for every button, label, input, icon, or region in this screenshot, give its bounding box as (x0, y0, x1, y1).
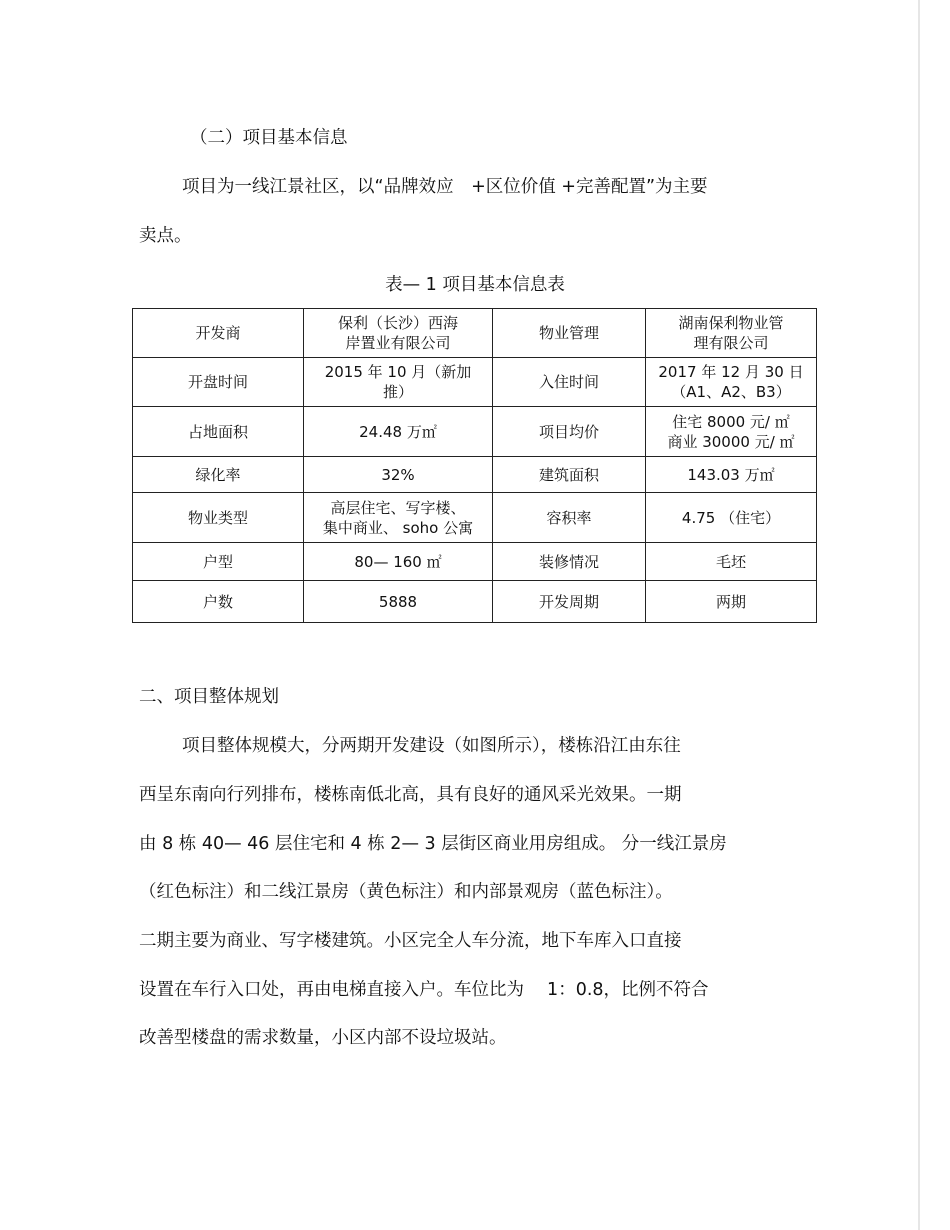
plan-paragraph-line: 由 8 栋 40— 46 层住宅和 4 栋 2— 3 层街区商业用房组成。 分一线江景房 (139, 834, 727, 854)
cell-text-line: 占地面积 (187, 422, 248, 441)
plan-paragraph-line: 改善型楼盘的需求数量，小区内部不设垃圾站。 (139, 1028, 507, 1048)
cell-text-line: 143.03 万㎡ (687, 465, 775, 484)
cell-text-line: 2017 年 12 月 30 日 (658, 363, 804, 381)
cell-text-line: 项目均价 (538, 422, 599, 441)
cell-text-line: 装修情况 (538, 552, 599, 571)
table-label-cell (493, 493, 646, 543)
table-row (133, 581, 817, 623)
cell-text-line: 24.48 万㎡ (359, 422, 437, 441)
project-info-table (132, 308, 817, 623)
table-value-cell (304, 493, 493, 543)
table-value-cell (304, 407, 493, 457)
table-value-cell (304, 581, 493, 623)
cell-text-line: 开发周期 (538, 592, 599, 611)
cell-text-line: 集中商业、 soho 公寓 (322, 518, 474, 537)
cell-text-line: 高层住宅、写字楼、 (330, 498, 466, 517)
intro-paragraph-line: 项目为一线江景社区，以“品牌效应 +区位价值 +完善配置”为主要 (182, 177, 708, 197)
table-label-cell (493, 407, 646, 457)
cell-text-line: （A1、A2、B3） (671, 383, 791, 401)
table-row (133, 309, 817, 358)
cell-text-line: 户型 (202, 552, 233, 571)
table-label-cell (133, 543, 304, 581)
cell-text-line: 户数 (202, 592, 233, 611)
cell-text-line: 推） (382, 383, 413, 401)
cell-text-line: 开发商 (195, 324, 241, 342)
cell-text-line: 入住时间 (538, 373, 599, 391)
table-label-cell (493, 581, 646, 623)
section-heading: （二）项目基本信息 (190, 128, 348, 148)
table-value-cell (646, 407, 817, 457)
cell-text-line: 物业管理 (538, 324, 599, 342)
plan-paragraph-line: 项目整体规模大，分两期开发建设（如图所示），楼栋沿江由东往 (182, 736, 681, 756)
section-heading: 二、项目整体规划 (139, 687, 279, 707)
cell-text-line: 住宅 8000 元/ ㎡ (672, 412, 790, 431)
table-row (133, 493, 817, 543)
table-value-cell (304, 543, 493, 581)
cell-text-line: 毛坯 (715, 552, 746, 571)
cell-text-line: 岸置业有限公司 (345, 334, 451, 352)
table-value-cell (646, 358, 817, 407)
table-row (133, 358, 817, 407)
table-caption: 表— 1 项目基本信息表 (385, 275, 565, 295)
table-label-cell (133, 457, 304, 493)
table-value-cell (646, 493, 817, 543)
table-label-cell (133, 309, 304, 358)
cell-text-line: 物业类型 (187, 508, 248, 527)
table-label-cell (493, 457, 646, 493)
cell-text-line: 保利（长沙）西海 (337, 314, 458, 332)
cell-text-line: 绿化率 (195, 465, 241, 484)
plan-paragraph-line: 设置在车行入口处，再由电梯直接入户。车位比为 1：0.8，比例不符合 (139, 980, 709, 1000)
cell-text-line: 容积率 (546, 508, 592, 527)
table-label-cell (133, 358, 304, 407)
table-value-cell (304, 309, 493, 358)
table-value-cell (304, 457, 493, 493)
table-value-cell (646, 581, 817, 623)
table-value-cell (646, 457, 817, 493)
cell-text-line: 商业 30000 元/ ㎡ (667, 432, 795, 451)
cell-text-line: 两期 (715, 592, 746, 611)
plan-paragraph-line: （红色标注）和二线江景房（黄色标注）和内部景观房（蓝色标注）。 (139, 882, 673, 902)
page-edge (918, 0, 920, 1230)
table-label-cell (133, 407, 304, 457)
cell-text-line: 2015 年 10 月（新加 (324, 363, 472, 381)
table-label-cell (493, 543, 646, 581)
table-label-cell (133, 581, 304, 623)
table-label-cell (493, 358, 646, 407)
cell-text-line: 80— 160 ㎡ (354, 552, 442, 571)
cell-text-line: 32% (381, 465, 415, 484)
table-value-cell (304, 358, 493, 407)
intro-paragraph-line: 卖点。 (139, 226, 192, 246)
plan-paragraph-line: 二期主要为商业、写字楼建筑。小区完全人车分流，地下车库入口直接 (139, 931, 682, 951)
cell-text-line: 理有限公司 (693, 334, 769, 352)
cell-text-line: 建筑面积 (538, 465, 599, 484)
table-value-cell (646, 309, 817, 358)
table-row (133, 407, 817, 457)
table-value-cell (646, 543, 817, 581)
table-row (133, 457, 817, 493)
cell-text-line: 4.75 （住宅） (681, 508, 781, 527)
table-label-cell (493, 309, 646, 358)
cell-text-line: 5888 (378, 592, 418, 611)
cell-text-line: 湖南保利物业管 (678, 314, 784, 332)
table-row (133, 543, 817, 581)
plan-paragraph-line: 西呈东南向行列排布，楼栋南低北高，具有良好的通风采光效果。一期 (139, 785, 682, 805)
cell-text-line: 开盘时间 (187, 373, 248, 391)
table-label-cell (133, 493, 304, 543)
